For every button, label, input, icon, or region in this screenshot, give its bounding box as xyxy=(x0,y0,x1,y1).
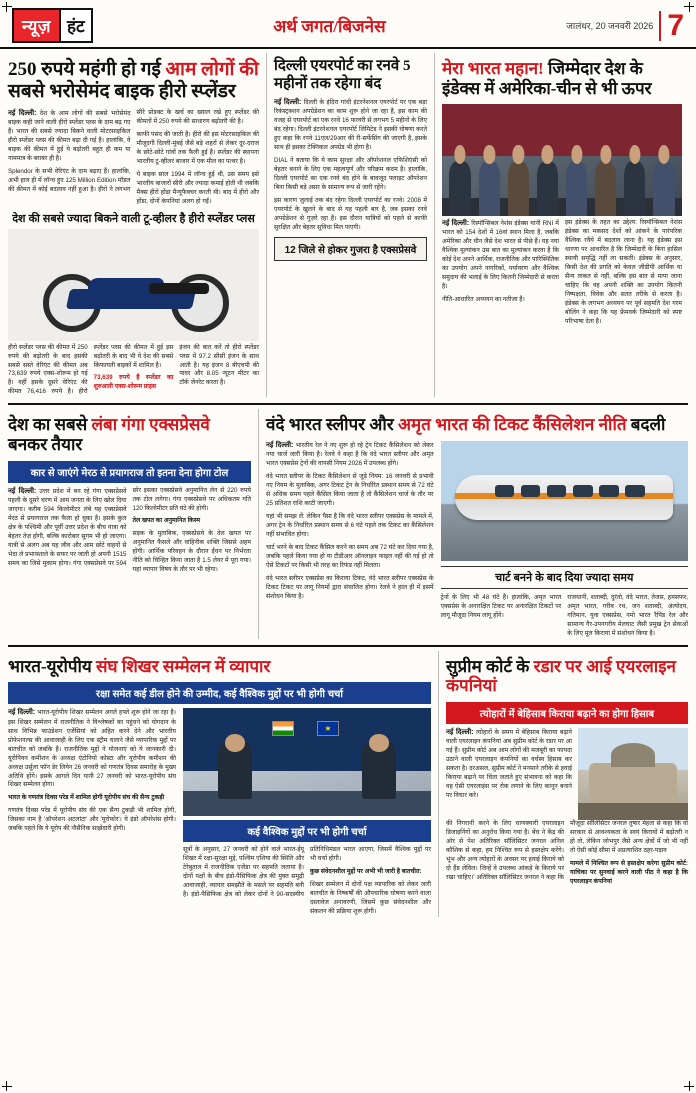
story-ganga-headline: देश का सबसे लंबा गंगा एक्सप्रेसवे बनकर तैयार xyxy=(8,415,210,454)
byline: नई दिल्ली: xyxy=(274,99,302,106)
story-airport-p2: DIAL ने बताया कि ये काम सुरक्षा और ऑपरेशनल एफिशिएंसी को बेहतर बनाने के लिए एक महत्वपूर्ण और परिक्रम कदम है। हालांकि, दिल्ली एयरपोर्ट का एक रनवे बंद होने के बावजूद फ्लाइट ऑपरेशन बिना किसी बड़े असर के सामान्य रूप से जारी रहेंगे। xyxy=(274,157,427,192)
eu-flag-icon xyxy=(317,721,339,736)
section-title: अर्थ जगत/बिजनेस xyxy=(273,17,386,36)
masthead xyxy=(0,0,696,49)
story-airlines-p2: की निगरानी करने के लिए चाणक्यारी एयरलाइन डिजाइनिंगों का अनुरोध किया गया है। बेंच ने केंद्र की ओर से पेश अतिरिक्त सॉलिसिटर जनरल अनिल कौशिक से कहा, हम निश्चित रूप से हस्तक्षेप करेंगे। भूंभ और अन्य त्योहारों के अवसर पर हवाई किराये को दो हैंड लेविल। जिन्हें वे उपलब्ध आंकड़े के किराये पर रखा चाहिए।' अतिरिक्त सॉलिसिटर जनरल ने कहा कि मौजूदा सॉलिसिटर जनरल तुषार मेहता से कहा कि वो सरकार से आवश्यकता के स्वयं किरायों में बढ़ोतरी न हो तो, लेकिन जोभपुर जैसे अन्य क्षेत्रों में जो भी नहीं तो ऐसी कोई सीमा में अप्रत्याशित ठहर-पड़ाव xyxy=(446,820,688,881)
story-ganga-sub: तेल खपत का अनुमानित किस्म xyxy=(132,517,201,525)
story-rni-headline: मेरा भारत महान! जिम्मेदार देश के इंडेक्स में अमेरिका-चीन से भी ऊपर xyxy=(442,59,652,98)
story-rni-p3: नीति-आधारित अध्ययन का नतीजा है। xyxy=(442,296,525,304)
story-splendor-p2: Splendor के सभी वेरिएंट के दाम बढ़ाए हैं। हालांकि, अभी हाल ही में लॉन्च हुए 125 Million Edition मॉडल की कीमत में कोई बदलाव नहीं हुआ है। हीरो ने लगभग सीरे प्रोडक्ट के खर्च का ख्याल रखे हुए स्प्लेंडर की कीमतों में 250 रुपये की साधारण बढ़ोतरी की है। xyxy=(8,108,259,193)
splendor-bike-photo xyxy=(8,229,259,341)
story-vb-p3: यहां भी समझ लें: लेकिन पैसा है कि वंदे भारत स्लीपर एक्सप्रेस के मामले में, अगर ट्रेन के निर्धारित प्रस्थान समय से 6 घंटे पहले तक टिकट का कैंसिलेशन नहीं संभावित होगा। xyxy=(266,513,434,538)
story-airlines-p3: मामले में निश्चित रूप से हस्तक्षेप करेगा सुप्रीम कोर्ट: याचिका पर सुनवाई करने वाली पीठ ने कहा है कि एयरलाइन कंपनियां xyxy=(570,859,688,885)
story-rni-p2: इस इंडेक्स के तहत का उद्देश्य: रिस्पॉन्सिबल नेशंस इंडेक्स का मकसद देशों को आंकने के पारंपरिक वैश्विक रवैये में बदलाव लाना है। यह इंडेक्स इस धारणा पर आधारित है कि जिम्मेदारी के बिना हासिल स्थायी समृद्धि नहीं ला सकती। इंडेक्स के अनुसार, किसी देश की प्रगति को केवल जीडीपी आर्थिक या सैन्य ताकत से नहीं, बल्कि इस बात से मापा जाना चाहिए कि वह अपनी शक्ति का उपयोग कितनी निष्पक्षता, विवेक और सतत तरीके से करता है। इंडेक्स के लगभग अध्ययन पर पूर्व सहमति देश गरम बोलिंग ने कहा कि यह फ्रेमवर्क जिम्मेदारी को स्पष्ट परिभाषा देता है। xyxy=(565,219,682,325)
story-ganga xyxy=(8,409,258,638)
story-rni xyxy=(434,53,682,397)
newspaper-logo xyxy=(12,8,93,43)
story-eu-p1: भारत-यूरोपीय शिखर सम्मेलन अगले हफ्ते शुरू होने जा रहा है। इस शिखर सम्मेलन में राजनीतिक ने विश्लेषकों का पहुंचने को योगदान के साथ विभिन्न फाउंडेशन एजेंसियां को अहित करने देने और भारतीय प्रोफेशनल्स की आवाजाही के लिए एक स्ट्रीम चलाने जैसे व्यापारिक मुद्दों पर बातचीत को जबकि है। राजनीतिक मुद्दों ने योजनाएं को ये जानकारी दी। यूरोपियन कमीशन के अध्यक्ष एंटोनियो कोस्टा और यूरोपीय कमीशन की अध्यक्ष उर्सुला फॉन डेर लियेन 26 जनवरी को गणतंत्र दिवस समारोह के मुख्य अतिथि होंगे। इसके आगले दिन यानी 27 जनवरी को भारत-यूरोपीय संघ शिखर सम्मेलन होगा। xyxy=(8,709,176,789)
story-airlines xyxy=(438,651,688,917)
logo-secondary-text: हंट xyxy=(61,8,93,43)
story-splendor-p1: देश के आम लोगों की सबसे भरोसेमंद बाइक कही जाने वाली हीरो स्प्लेंडर प्लस के दाम बढ़ गए हैं। भारत की सबसे ज्यादा बिकने वाली मोटरसाइकिल हीरो स्प्लेंडर प्लस की कीमत बढ़ा दी गई है। हालांकि, ये बाइक की कीमत में हुई ये बढ़ोतरी बहुत ही कम या नाममात्र के बराबर ही है। xyxy=(8,109,131,162)
supreme-court-photo xyxy=(578,728,688,820)
story-airport-p1: दिल्ली के इंदिरा गांधी इंटरनेशनल एयरपोर्ट पर एक बड़ा रिकंस्ट्रक्शन अपग्रेडेशन का काम शुरू होने जा रहा है, इस काम की वजह से एयरपोर्ट का एक रनवे 16 फरवरी से लगभग 5 महीनों के लिए बंद रहेगा। दिल्ली इंटरनेशनल एयरपोर्ट लिमिटेड ने इसकी घोषणा करते हुए कहा कि रनवे 11एल/29आर की री-सर्फेसिंग की जाएगी है, इसके साथ ही इसका टेक्निकल अपग्रेड भी होगा है। xyxy=(274,99,427,152)
story-splendor-price: 73,639 रुपये है स्प्लेंडर का शुरुआती एक्स-शोरूम प्राइस xyxy=(93,374,174,391)
bottom-section xyxy=(0,651,696,917)
masthead-right xyxy=(566,8,684,42)
story-ganga-p2: सड़क के मुताबिक, एक्सप्रेसवे के तेल खपत पर अनुमानित फैसले और वाहिनीक शक्ति जिससे अहम होगी। आर्थिक परिवहन के दौरान ईंधन पर निर्भरता नीति को चिन्हित किया जाता है 1.5 लेयर में पूरा गया। यहां व्यापार विषय के तौर पर भी रहेगा। xyxy=(132,530,251,574)
story-vb-caption: ट्रेनों के लिए भी 48 घंटे है। हालांकि, अमृत भारत एक्सप्रेस के अनारक्षित टिकट पर अनारक्षित टिकटों पर लागू मौजूदा नियम लागू होंगे। xyxy=(440,593,562,619)
story-airport-callout: 12 जिले से होकर गुजरा है एक्सप्रेसवे xyxy=(274,237,427,261)
story-splendor-headline: 250 रुपये महंगी हो गई आम लोगों की सबसे भरोसेमंद बाइक हीरो स्प्लेंडर xyxy=(8,59,259,102)
byline: नई दिल्ली: xyxy=(442,220,470,228)
story-vb-boxhead: चार्ट बनने के बाद दिया ज्यादा समय xyxy=(441,566,688,589)
story-vb-p6: राजधानी, शताब्दी, दुरंतो, वंदे भारत, तेजस, हमसफर, अमृत भारत, गरीब रथ, जन शताब्दी, अंत्योदय, गतिमान, युवा एक्सप्रेस, नमो भारत रैपिड रेल और सामान्य गैर-उपनगरीय मेलघाट जैसी प्रमुख ट्रेन सेवाओं के लिए मूल किराया में संशोधन किया है। xyxy=(567,593,688,637)
story-eu-sub2: भारत के गणतंत्र दिवस परेड में शामिल होगी यूरोपीय संघ की सैन्य टुकड़ी xyxy=(8,794,165,802)
story-airport xyxy=(266,53,434,397)
story-ganga-p1: उत्तर प्रदेश में बन रहे गंगा एक्सप्रेसवे पहली के दूसरे चरण में आम जनता के लिए खोल दिया जाएगा। करीब 594 किलोमीटर लंबे यह एक्सप्रेसवे मेरठ से प्रयागराज तक फैला हो चुका है। इसके कुल क्षेत्र के पश्चिमी और पूर्वी उत्तर प्रदेश के बीच यात्रा को बेहतर तेज़ होगी, बल्कि कारोबार सुगम भी हो जाएगा। यात्री से अलग अब यह जीव और आम छोटे वाहनों से भेदा ले प्रभावशाले के सफर पर जाती हो अपनी 1515 समय का जिसे मुकाम होगा। गंगा एक्सप्रेसवे पर 594 छोर इसका एक्सप्रेसवे अनुमानित लेन से 220 रुपये तक टोल लगेगा। गंगा एक्सप्रेसवे पर अधिकतम गति 120 किलोमीटर प्रति घंटे की होगी। xyxy=(8,486,251,567)
story-splendor xyxy=(8,53,266,397)
story-vb-p2: वंदे भारत स्लीपर के टिकट कैंसिलेशन से जुड़े नियम: 16 जनवरी से प्रभावी नए नियम के मुताबिक, अगर टिकट ट्रेन के निर्धारित प्रस्थान समय से 72 घंटे से अधिक समय पहले कैंसिल किया जाता है तो कैंसिलेशन चार्ज के तौर पर 25 प्रतिशत राशि काटी जाएगी। xyxy=(266,473,434,508)
india-eu-meeting-photo xyxy=(183,708,431,816)
story-eu-p4: शिखर सम्मेलन में दोनों पक्ष व्यापारिक को लेकर जारी बातचीत के निष्कर्षों की औपचारिक घोषणा करने वाला दस्तावेज अनावरणी, जिसमें कुछ संवेदनशील और संकलन की प्रक्रिया शुरू होगी। xyxy=(310,881,431,916)
story-airlines-banner: त्योहारों में बेहिसाब किराया बढ़ाने का होगा हिसाब xyxy=(446,702,688,724)
story-eu-sub3: कुछ संवेदनशील मुद्दों पर अभी भी जारी है बातचीत: xyxy=(310,868,422,876)
story-airlines-headline: सुप्रीम कोर्ट के रडार पर आई एयरलाइन कंपनियां xyxy=(446,656,676,696)
story-splendor-subhead: देश की सबसे ज्यादा बिकने वाली टू-व्हीलर है हीरो स्प्लेंडर प्लस xyxy=(12,212,255,225)
page-number: 7 xyxy=(659,11,684,41)
top-section xyxy=(0,49,696,397)
story-splendor-p4: काफी पसंद की जाती है। हीरो की इस मोटरसाइकिल की मौजूदगी दिल्ली-मुंबई जैसे बड़े शहरों से लेकर दूर-दराज के छोटे-छोटे गांवों तक फैली हुई है। स्प्लेंडर की स्थापना भारतीय टू-व्हीलर बाजार में एक मील का पत्थर है। xyxy=(136,130,259,165)
story-splendor-p3: हीरो स्प्लेंडर प्लस की कीमत में 250 रुपये की बढ़ोतरी के बाद इसकी सबसे सस्ते वेरिएंट की कीमत अब 73,639 रुपये एक्स-शोरूम हो गई है। वहीं इसके दूसरे वेरिएंट की कीमत 76,416 रुपये है। हीरो स्प्लेंडर प्लस की कीमत में हुई इस बढ़ोतरी के बाद भी ये देश की सबसे किफायती बाइकों में शामिल है। xyxy=(8,343,174,396)
story-ganga-banner: कार से जाएंगे मेरठ से प्रयागराज तो इतना देना होगा टोल xyxy=(8,461,251,483)
story-eu-banner2: कई वैश्विक मुद्दों पर भी होगी चर्चा xyxy=(183,820,431,842)
middle-section xyxy=(0,409,696,638)
story-vb-p5: वंदे भारत स्लीपर एक्सप्रेस का किराया टिकट, वंदे भारत स्लीपर एक्सप्रेस के टिकट टिकट पर लागू नियमों द्वारा संचालित होगा। रेलवे ने हाल ही में इसमें संशोधन किया है। xyxy=(266,574,434,600)
byline: नई दिल्ली: xyxy=(8,487,37,495)
vande-bharat-train-photo xyxy=(441,441,688,561)
story-eu-p2: गणतंत्र दिवस परेड में यूरोपीय संघ की एक सैन्य टुकड़ी भी शामिल होगी, जिसका नाम है 'ऑपरेशन अटलांटा' और 'यूरोफोर'। ये इंडो ऑपरेशंस होगी। जबकि पहले कि ये यूरोप की नौसैनिक साझेदारी होगी। xyxy=(8,807,176,833)
story-vb-p1: भारतीय रेल ने नए शुरू हो रहे ट्रेन टिकट कैंसिलेशन को लेकर नया चार्ज जारी किया है। रेलवे ने कहा है कि वंदे भारत स्लीपर और अमृत भारत एक्सप्रेस ट्रेनों की वापसी नियम 2026 में उपलब्ध होंगे। xyxy=(266,441,434,468)
logo-primary-text: न्यूज़ xyxy=(12,8,61,43)
rni-group-photo xyxy=(442,104,682,216)
story-airlines-p1: त्योहारों के समय में बेहिसाब किराया बढ़ाने वाली एयरलाइन कंपनियां अब सुप्रीम कोर्ट के रडार पर आ गई हैं। सुप्रीम कोर्ट अब आम लोगों की मजबूरी का फायदा उठाने वाली एयरलाइन कंपनियों का वर्चस्व हिसाब कर सकता है। दरअसल, सुप्रीम कोर्ट ने मनमाने तरीके से हवाई किराया बढ़ाने पर चिंता जताते हुए संभावना को कहा कि वह ऐसी एयरलाइंस पर रोक लगाने के लिए कानून बनाने पर विचार करे। xyxy=(446,729,572,800)
byline: नई दिल्ली: xyxy=(266,441,294,449)
story-splendor-p6: इंजन की बात करें तो हीरो स्प्लेंडर प्लस में 97.2 सीसी इंजन के साथ आती है। यह इंजन 8 बीएचपी की पावर और 8.05 न्यूटन मीटर का टॉर्क जेनरेट करता है। xyxy=(179,343,259,387)
india-flag-icon xyxy=(272,721,294,736)
story-vandebharat-headline: वंदे भारत स्लीपर और अमृत भारत की टिकट कैंसिलेशन नीति बदली xyxy=(266,415,666,435)
story-india-eu xyxy=(8,651,438,917)
story-splendor-p5: ये बाइक साल 1994 में लॉन्च हुई थी, उस समय इसे भारतीय बाजारों सीरी और ज्यादा कमाई होती थी जबकि मैक्स हीरो होंडा मैन्यूफैक्चर करती थी। बाद में हीरो और होंडा, दोनों कंपनियां अलग हो गईं। xyxy=(136,170,259,205)
story-rni-p1: रिस्पॉन्सिबल नेशंस इंडेक्स यानी RNI में भारत को 154 देशों में 16वां स्थान मिला है, जबकि अमेरिका और चीन जैसे देश भारत से पीछे हैं। यह नया वैश्विक मूल्यांकन उस बात का मूल्यांकन करता है कि कोई देश अपने आर्थिक, राजनीतिक और पारिस्थितिक का उपयोग अपने नागरिकों, पर्यावरण और वैश्विक समुदाय की भलाई के लिए कितनी जिम्मेदारी से करता है। xyxy=(442,220,559,291)
story-vandebharat xyxy=(258,409,688,638)
story-eu-headline: भारत-यूरोपीय संघ शिखर सम्मेलन में व्यापार xyxy=(8,656,271,676)
publication-date: जालंधर, 20 जनवरी 2026 xyxy=(566,21,654,31)
byline: नई दिल्ली: xyxy=(8,109,37,117)
story-vb-p4: चार्ट भरने के बाद टिकट कैंसिल करने का समय अब 72 घंटे कर दिया गया है, जबकि पहले किया गया हो या टीडीआर ऑनलाइन फाइल नहीं की गई हो तो ऐसे टिकटों पर किसी भी तरह का रिफंड नहीं मिलता। xyxy=(266,543,434,569)
story-eu-p3: सूत्रों के अनुसार, 27 जनवरी को होने वाले भारत-ईयू शिखर में रक्षा-सुरक्षा मुद्दे, पश्चिम एशिया की स्थिति और टेरेबुताल में राजनीतिक एजेंडा पर सहमति जताया है। दोनों पक्षों के बीच इंडो-पैसिफिक क्षेत्र की मुक्त समुद्री आवाजाही, व्यापार समझौते के मसले पर सहमति बनी है। इंडो-पैसिफिक क्षेत्र को लेकर दोनों ने 90-सदस्यीय प्रतिनिधिमंडल भारत आएगा, जिसमें वैश्विक मुद्दों पर भी चर्चा होगी। xyxy=(183,846,431,899)
story-airport-p3: इस कारण जुलाई तक बंद रहेगा दिल्ली एयरपोर्ट का रनवे। 2008 में एयरपोर्ट के खुलने के बाद से यह पहली बार है, जब इसका रनवे अपग्रेडेशन से गुज़रे रहा है। इस दौरान यात्रियों को पहले से काफी सुरक्षित और बेहतर सुविधा मिल पाएगी। xyxy=(274,197,427,231)
story-eu-banner: रक्षा समेत कई डील होने की उम्मीद, कई वैश्विक मुद्दों पर भी होगी चर्चा xyxy=(8,682,431,704)
story-airport-headline: दिल्ली एयरपोर्ट का रनवे 5 महीनों तक रहेगा बंद xyxy=(274,58,411,92)
byline: नई दिल्ली: xyxy=(8,709,36,717)
byline: नई दिल्ली: xyxy=(446,729,474,736)
